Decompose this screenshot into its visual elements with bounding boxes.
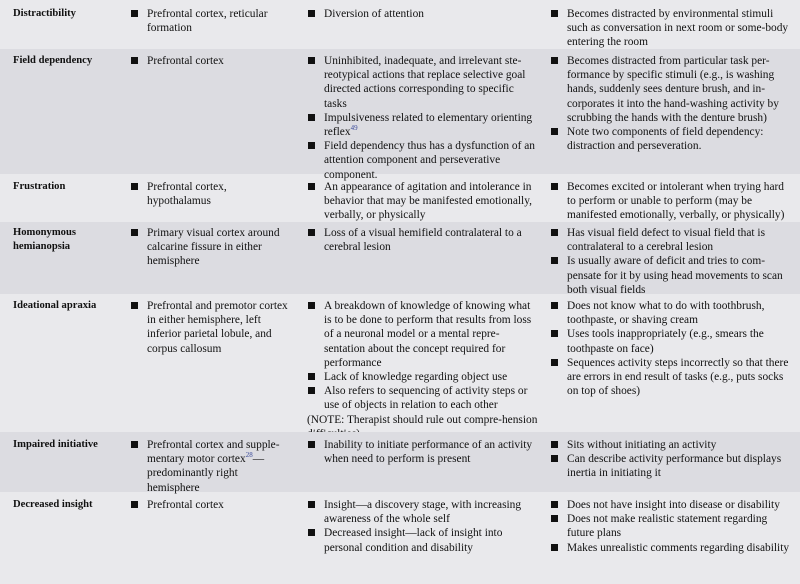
therapist-note: (NOTE: Therapist should rule out compre-hension bbox=[307, 413, 538, 426]
definition-cell: Uninhibited, inadequate, and irrelevant ste-reotypical actions that replace selective goal directed actions corresponding to specific tasks Impulsiveness related to elementary orienting reflex$^{49}$ Field dependency thus has a dysfunction of an attention component and perseverative component. bbox=[307, 54, 539, 182]
condition-name: Homonymous hemianopsia bbox=[13, 227, 76, 253]
table-row bbox=[0, 49, 800, 181]
reference-superscript[interactable]: 49 bbox=[350, 124, 358, 133]
definition-cell: Loss of a visual hemifield contralateral to a cerebral lesion bbox=[307, 226, 539, 254]
definition-cell: Insight—a discovery stage, with increasing awareness of the whole self Decreased insight—lack of insight into personal condition and disability bbox=[307, 498, 539, 555]
table-row bbox=[0, 492, 800, 584]
location-cell: Prefrontal cortex bbox=[130, 498, 290, 512]
behavior-cell: Becomes distracted from particular task per-formance by specific stimuli (e.g., is washing hands, suddenly sees denture brush, and in-corporates it into the hand-washing activity by scrubbing the hands with the denture brush) Note two components of field dependency: distraction and perseveration. bbox=[550, 54, 792, 153]
condition-name: Impaired initiative bbox=[13, 439, 98, 450]
definition-cell: Inability to initiate performance of an activity when need to perform is present bbox=[307, 438, 539, 466]
location-cell: Prefrontal cortex, reticular formation bbox=[130, 7, 290, 35]
behavior-cell: Becomes distracted by environmental stimuli such as conversation in next room or some-body entering the room bbox=[550, 7, 792, 50]
location-cell: Prefrontal cortex, hypothalamus bbox=[130, 180, 290, 208]
condition-name: Decreased insight bbox=[13, 499, 93, 510]
definition-cell: A breakdown of knowledge of knowing what is to be done to perform that results from loss of a neuronal model or a mental repre-sentation about the concept required for performance Lack of knowledge regarding object use Also refers to sequencing of activity steps or use of objects in relation to each other (NOTE: Therapist should rule out compre-hension bbox=[307, 299, 539, 441]
location-cell: Prefrontal cortex and supple-mentary motor cortex$^{28}$—predominantly right hemisphere bbox=[130, 438, 290, 495]
condition-name: Distractibility bbox=[13, 8, 76, 19]
condition-name: Field dependency bbox=[13, 55, 93, 66]
definition-cell: An appearance of agitation and intolerance in behavior that may be manifested emotionally, verbally, or physically bbox=[307, 180, 539, 223]
table-row bbox=[0, 432, 800, 492]
behavior-cell: Does not have insight into disease or disability Does not make realistic statement regarding future plans Makes unrealistic comments regarding disability bbox=[550, 498, 792, 555]
condition-name: Frustration bbox=[13, 181, 66, 192]
behavior-cell: Becomes excited or intolerant when trying hard to perform or unable to perform (may be manifested emotionally, verbally, or physically) bbox=[550, 180, 792, 223]
table-row bbox=[0, 174, 800, 222]
table-row bbox=[0, 0, 800, 49]
condition-name: Ideational apraxia bbox=[13, 300, 97, 311]
table-row bbox=[0, 222, 800, 294]
behavior-cell: Does not know what to do with toothbrush, toothpaste, or shaving cream Uses tools inappropriately (e.g., smears the toothpaste on face) Sequences activity steps incorrectly so that there are errors in end result of tasks (e.g., puts socks on top of shoes) bbox=[550, 299, 792, 398]
definition-cell: Diversion of attention bbox=[307, 7, 539, 21]
location-cell: Prefrontal and premotor cortex in either hemisphere, left inferior parietal lobule, and corpus callosum bbox=[130, 299, 290, 356]
location-cell: Primary visual cortex around calcarine fissure in either hemisphere bbox=[130, 226, 290, 269]
location-cell: Prefrontal cortex bbox=[130, 54, 290, 68]
reference-superscript[interactable]: 28 bbox=[245, 451, 253, 460]
table-row bbox=[0, 294, 800, 432]
behavior-cell: Sits without initiating an activity Can describe activity performance but displays inertia in initiating it bbox=[550, 438, 792, 481]
behavior-cell: Has visual field defect to visual field that is contralateral to a cerebral lesion Is usually aware of deficit and tries to com-pensate for it by using head movements to scan both visual fields bbox=[550, 226, 792, 297]
